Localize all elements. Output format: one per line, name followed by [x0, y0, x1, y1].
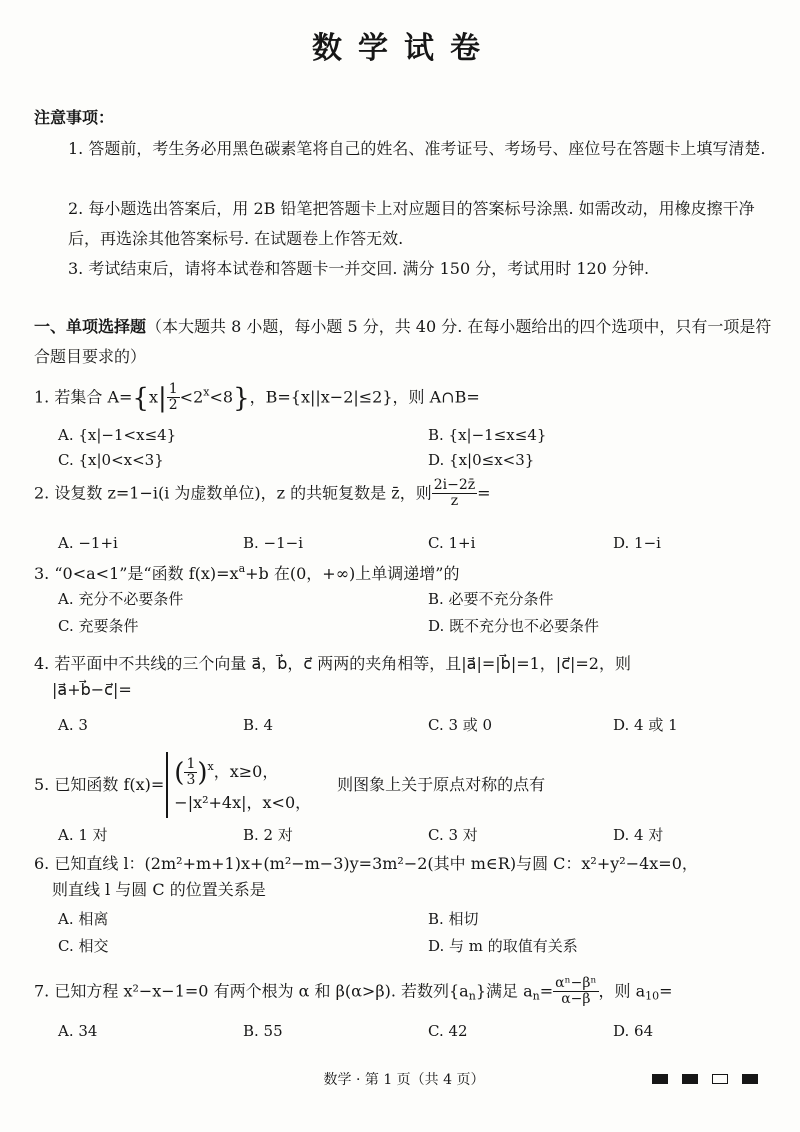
filled-square-icon	[652, 1074, 668, 1084]
subscript: n	[468, 989, 476, 1003]
fraction-denominator: 3	[186, 772, 196, 788]
option-a[interactable]: A. 相离	[58, 910, 109, 928]
question-3	[34, 562, 774, 584]
question-stem-tail: 则直线 l 与圆 C 的位置关系是	[52, 880, 266, 899]
piecewise-function: ( $\frac{1}{3}$ )$^x$，x≥0， −|x²+4x|，x<0，	[166, 752, 311, 818]
page-marks	[652, 1074, 758, 1084]
option-d[interactable]: D. 1−i	[613, 534, 661, 552]
question-6	[34, 854, 774, 900]
question-stem-tail: |a⃗+b⃗−c⃗|=	[52, 680, 132, 699]
option-c[interactable]: C. 42	[428, 1022, 468, 1040]
question-7	[34, 976, 774, 1008]
question-stem-tail: +b 在(0，+∞)上单调递增”的	[245, 564, 460, 583]
notice-item-text: 2. 每小题选出答案后，用 2B 铅笔把答题卡上对应题目的答案标号涂黑. 如需改动，用橡皮擦干净后，再选涂其他答案标号. 在试题卷上作答无效.	[68, 199, 755, 248]
notice-item	[34, 194, 774, 254]
question-5	[34, 752, 774, 818]
option-a[interactable]: A. 34	[58, 1022, 98, 1040]
options	[34, 910, 774, 956]
page-footer: 数学 · 第 1 页（共 4 页）	[323, 1072, 485, 1088]
option-b[interactable]: B. 4	[243, 716, 274, 734]
option-a[interactable]: A. 1 对	[58, 826, 108, 844]
question-stem: 1. 若集合 A=	[34, 387, 133, 407]
fraction-numerator: 2i−2z̄	[433, 477, 476, 493]
notice-heading: 注意事项：	[34, 108, 115, 127]
question-stem: 5. 已知函数 f(x)=	[34, 775, 165, 795]
section-header	[34, 312, 774, 372]
page-title: 数学试卷	[312, 31, 496, 66]
option-b[interactable]: B. 2 对	[243, 826, 293, 844]
fraction-numerator: 1	[168, 381, 178, 397]
option-c[interactable]: C. 充要条件	[58, 616, 139, 635]
exponent: x	[203, 385, 210, 399]
fraction	[184, 757, 197, 789]
question-stem: 4. 若平面中不共线的三个向量 a⃗，b⃗，c⃗ 两两的夹角相等，且|a⃗|=|b⃗|=1，|c⃗|=2，则	[34, 654, 631, 673]
set-condition-tail: <8	[209, 387, 234, 407]
option-a[interactable]: A. {x|−1<x≤4}	[58, 426, 177, 444]
question-stem-tail: 则图象上关于原点对称的点有	[337, 775, 546, 795]
notice-item	[34, 134, 774, 164]
question-2	[34, 478, 774, 510]
notice-item-text: 3. 考试结束后，请将本试卷和答题卡一并交回. 满分 150 分，考试用时 120 分钟.	[68, 259, 650, 278]
option-d[interactable]: D. 与 m 的取值有关系	[428, 936, 578, 955]
option-d[interactable]: D. 64	[613, 1022, 654, 1040]
option-c[interactable]: C. 3 或 0	[428, 716, 493, 734]
option-a[interactable]: A. 充分不必要条件	[58, 590, 184, 608]
options	[34, 590, 774, 636]
notice-item-text: 1. 答题前，考生务必用黑色碳素笔将自己的姓名、准考证号、考场号、座位号在答题卡上填写清楚.	[68, 139, 766, 158]
option-d[interactable]: D. 4 或 1	[613, 716, 678, 734]
question-stem-tail: ，则 a	[598, 981, 646, 1001]
option-c[interactable]: C. 3 对	[428, 826, 478, 844]
question-stem: 2. 设复数 z=1−i(i 为虚数单位)，z 的共轭复数是 z̄，则	[34, 483, 432, 503]
exponent: a	[238, 562, 246, 575]
hollow-square-icon	[712, 1074, 728, 1084]
option-c[interactable]: C. 相交	[58, 936, 109, 955]
question-stem: 3. “0<a<1”是“函数 f(x)=x	[34, 564, 239, 583]
section-desc: （本大题共 8 小题，每小题 5 分，共 40 分. 在每小题给出的四个选项中，只有一项是符合题目要求的）	[34, 317, 772, 366]
question-stem-mid: }满足 a	[475, 981, 533, 1001]
filled-square-icon	[742, 1074, 758, 1084]
notice-item	[34, 254, 774, 284]
question-4	[34, 654, 774, 700]
options	[34, 716, 774, 735]
question-stem-tail: ，B={x||x−2|≤2}，则 A∩B=	[249, 387, 480, 407]
question-stem-tail: =	[477, 483, 491, 503]
options	[34, 826, 774, 845]
set-condition: <2	[179, 387, 204, 407]
option-d[interactable]: D. {x|0≤x<3}	[428, 450, 535, 469]
set-variable: x	[148, 387, 158, 407]
option-a[interactable]: A. −1+i	[58, 534, 118, 552]
fraction	[553, 976, 598, 1008]
section-heading: 一、单项选择题	[34, 317, 147, 336]
fraction-denominator: z	[450, 493, 459, 510]
subscript: 10	[645, 989, 660, 1003]
options	[34, 426, 774, 470]
exponent: x	[207, 760, 214, 773]
option-c[interactable]: C. 1+i	[428, 534, 476, 552]
equals-sign: =	[539, 981, 554, 1001]
option-c[interactable]: C. {x|0<x<3}	[58, 450, 164, 469]
option-b[interactable]: B. 55	[243, 1022, 283, 1040]
piece-2: −|x²+4x|，x<0，	[174, 793, 312, 813]
option-a[interactable]: A. 3	[58, 716, 88, 734]
option-d[interactable]: D. 既不充分也不必要条件	[428, 616, 600, 635]
fraction-denominator: α−β	[561, 991, 591, 1008]
subscript: n	[532, 989, 540, 1003]
fraction-numerator: αⁿ−βⁿ	[555, 975, 597, 991]
question-stem: 6. 已知直线 l：(2m²+m+1)x+(m²−m−3)y=3m²−2(其中 m∈R)与圆 C：x²+y²−4x=0，	[34, 854, 698, 873]
filled-square-icon	[682, 1074, 698, 1084]
options	[34, 1022, 774, 1041]
fraction-numerator: 1	[186, 755, 196, 772]
option-b[interactable]: B. −1−i	[243, 534, 304, 552]
piece-condition-1: ，x≥0，	[213, 762, 279, 781]
equals-sign: =	[659, 981, 673, 1001]
question-1: 1. 若集合 A={x| $\frac{1}{2}$ $<2^x<8$}，B={x||x−2|≤2}，则 A∩B=	[34, 381, 480, 414]
question-stem: 7. 已知方程 x²−x−1=0 有两个根为 α 和 β(α>β). 若数列{a	[34, 981, 469, 1001]
option-b[interactable]: B. 必要不充分条件	[428, 590, 554, 608]
fraction-denominator: 2	[168, 397, 178, 414]
option-b[interactable]: B. {x|−1≤x≤4}	[428, 426, 547, 444]
options	[34, 534, 774, 553]
option-b[interactable]: B. 相切	[428, 910, 479, 928]
fraction	[432, 478, 477, 510]
option-d[interactable]: D. 4 对	[613, 826, 664, 844]
fraction	[167, 382, 180, 414]
